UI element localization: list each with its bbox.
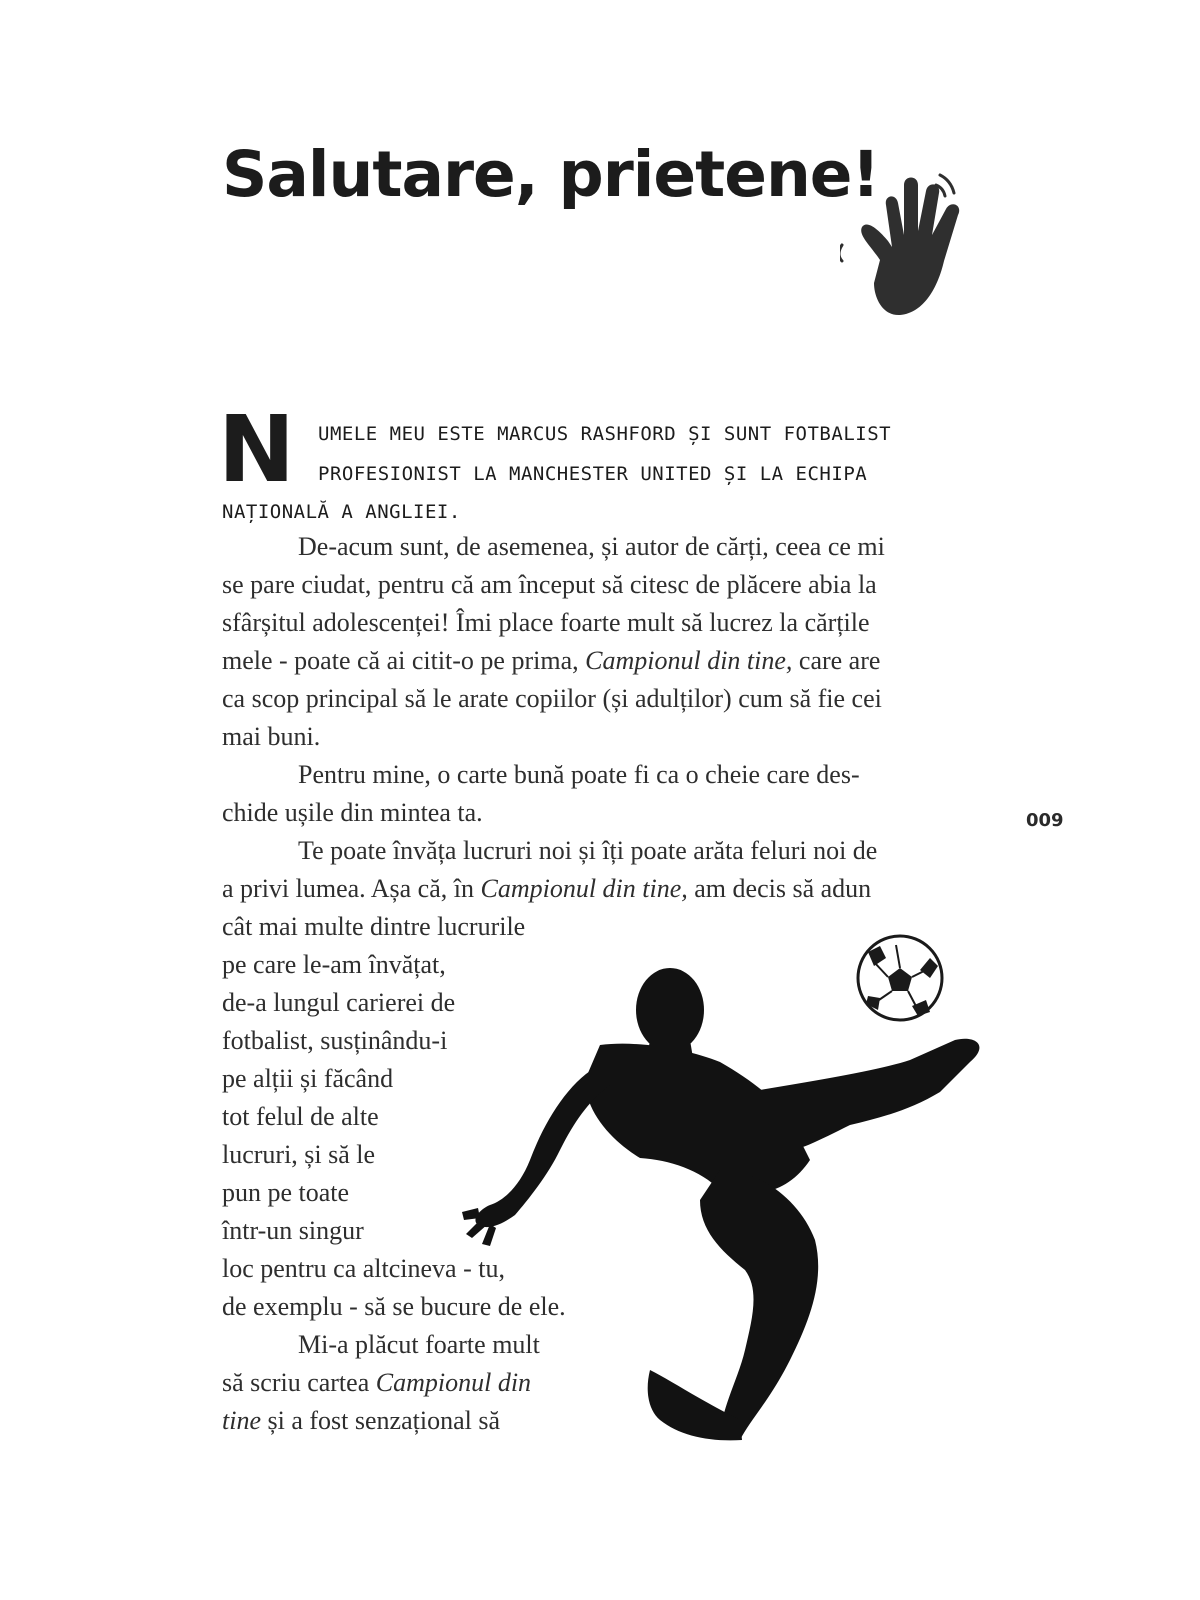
text-line: mele - poate că ai citit-o pe prima, Campionul din tine, care are [222, 646, 881, 675]
intro-line: UMELE MEU ESTE MARCUS RASHFORD ȘI SUNT FOTBALIST [318, 423, 892, 445]
text-line: Pentru mine, o carte bună poate fi ca o cheie care des- [298, 760, 860, 789]
text-line: de exemplu - să se bucure de ele. [222, 1292, 566, 1321]
book-title: tine [222, 1406, 261, 1435]
text-line: cât mai multe dintre lucrurile [222, 912, 526, 941]
drop-cap: N [218, 396, 292, 503]
text-line: pun pe toate [222, 1178, 350, 1207]
text-line: fotbalist, susținându-i [222, 1026, 448, 1055]
text-line: Te poate învăța lucruri noi și îți poate arăta feluri noi de [298, 836, 878, 865]
text-line: Mi-a plăcut foarte mult [298, 1330, 540, 1359]
text-line: ca scop principal să le arate copiilor (și adulților) cum să fie cei [222, 684, 882, 713]
text-line: se pare ciudat, pentru că am început să citesc de plăcere abia la [222, 570, 877, 599]
text-line: tine și a fost senzațional să [222, 1406, 500, 1435]
text-line: chide ușile din mintea ta. [222, 798, 483, 827]
text-line: să scriu cartea Campionul din [222, 1368, 532, 1397]
intro-line: PROFESIONIST LA MANCHESTER UNITED ȘI LA ECHIPA [318, 463, 868, 485]
book-title: Campionul din tine, [585, 646, 793, 675]
text-line: de-a lungul carierei de [222, 988, 456, 1017]
text-line: pe care le-am învățat, [222, 950, 446, 979]
text-line: într-un singur [222, 1216, 364, 1245]
text-line: lucruri, și să le [222, 1140, 376, 1169]
text-line: mai buni. [222, 722, 321, 751]
book-title: Campionul din tine, [480, 874, 688, 903]
text-line: sfârșitul adolescenței! Îmi place foarte mult să lucrez la cărțile [222, 608, 870, 637]
book-title: Campionul din [375, 1368, 532, 1397]
text-line: tot felul de alte [222, 1102, 379, 1131]
text-line: De-acum sunt, de asemenea, și autor de cărți, ceea ce mi [298, 532, 885, 561]
soccer-ball-icon [858, 936, 942, 1020]
text-line: loc pentru ca altcineva - tu, [222, 1254, 505, 1283]
intro-line: NAȚIONALĂ A ANGLIEI. [222, 501, 461, 523]
page-number: 009 [1026, 810, 1064, 831]
page-title: Salutare, prietene! [222, 138, 880, 211]
text-line: a privi lumea. Așa că, în Campionul din tine, am decis să adun [222, 874, 872, 903]
text-line: pe alții și făcând [222, 1064, 394, 1093]
